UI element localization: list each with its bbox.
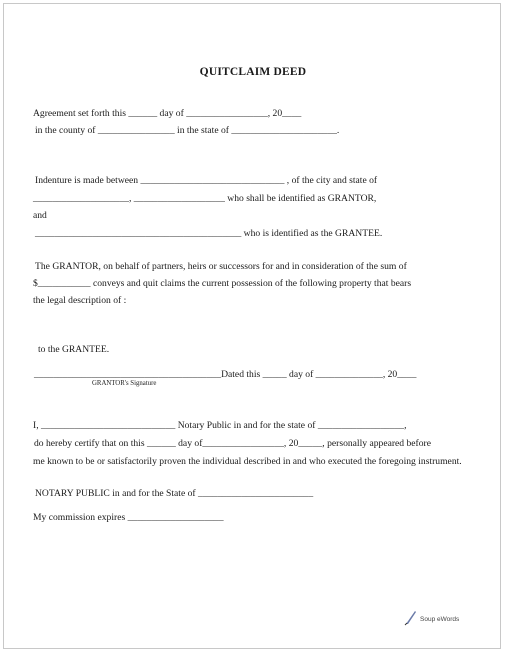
agreement-date-line: Agreement set forth this ______ day of _________________, 20____ bbox=[33, 108, 302, 119]
watermark-logo bbox=[404, 609, 474, 629]
notary-public-state-line: NOTARY PUBLIC in and for the State of ________________________ bbox=[35, 488, 314, 499]
grantor-identification-line: ____________________, ___________________ who shall be identified as GRANTOR, bbox=[33, 193, 377, 204]
county-state-line: in the county of ________________ in the state of ______________________. bbox=[35, 125, 340, 136]
grantor-signature-date-line: _______________________________________Dated this _____ day of ______________, 20____ bbox=[34, 369, 417, 380]
notary-name-line: I, ____________________________ Notary Public in and for the state of __________________, bbox=[33, 420, 407, 431]
and-line: and bbox=[33, 210, 47, 221]
grantee-identification-line: ___________________________________________ who is identified as the GRANTEE. bbox=[35, 228, 383, 239]
consideration-line: The GRANTOR, on behalf of partners, heirs or successors for and in consideration of the sum of bbox=[35, 261, 407, 272]
commission-expires-line: My commission expires ____________________ bbox=[33, 512, 224, 523]
grantor-signature-caption: GRANTOR's Signature bbox=[92, 380, 157, 387]
notary-certify-line: do hereby certify that on this ______ day of_________________, 20_____, personally appeared before bbox=[34, 438, 431, 449]
indenture-line: Indenture is made between ______________________________ , of the city and state of bbox=[35, 175, 378, 186]
quill-pen-icon bbox=[404, 608, 418, 631]
conveyance-line: $___________ conveys and quit claims the current possession of the following property that bears bbox=[33, 278, 412, 289]
to-grantee-line: to the GRANTEE. bbox=[38, 344, 110, 355]
document-title: QUITCLAIM DEED bbox=[199, 66, 307, 78]
legal-description-line: the legal description of : bbox=[33, 295, 127, 306]
notary-proven-line: me known to be or satisfactorily proven the individual described in and who executed the foregoing instrument. bbox=[33, 456, 462, 467]
logo-text: Soup eWords bbox=[420, 615, 460, 623]
